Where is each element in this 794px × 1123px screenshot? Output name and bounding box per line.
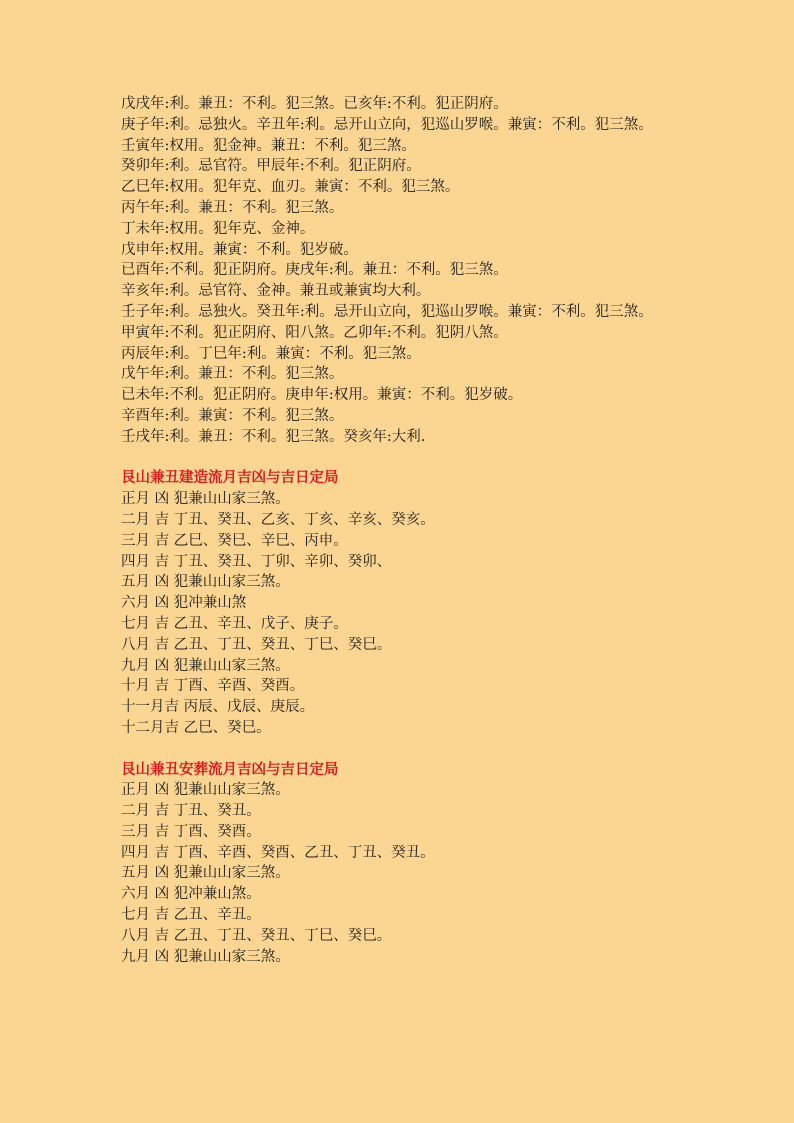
- year-line-gengzi: 庚子年:利。忌独火。辛丑年:利。忌开山立向，犯巡山罗喉。兼寅：不利。犯三煞。: [121, 116, 653, 133]
- year-line-renzi: 壬子年:利。忌独火。癸丑年:利。忌开山立向，犯巡山罗喉。兼寅：不利。犯三煞。: [121, 303, 653, 320]
- year-line-renxu: 壬戌年:利。兼丑：不利。犯三煞。癸亥年:大利.: [121, 428, 426, 445]
- build-month-5: 五月 凶 犯兼山山家三煞。: [121, 574, 290, 591]
- build-month-12: 十二月吉 乙巳、癸巳。: [121, 719, 271, 736]
- document-page: [121, 94, 681, 967]
- build-section-heading: 艮山兼丑建造流月吉凶与吉日定局: [121, 469, 339, 487]
- burial-month-3: 三月 吉 丁酉、癸酉。: [121, 823, 261, 840]
- burial-month-2: 二月 吉 丁丑、癸丑。: [121, 803, 261, 820]
- burial-month-4: 四月 吉 丁酉、辛酉、癸酉、乙丑、丁丑、癸丑。: [121, 844, 435, 861]
- year-line-jiyou: 已酉年:不利。犯正阴府。庚戌年:利。兼丑：不利。犯三煞。: [121, 262, 508, 279]
- year-line-wushen: 戊申年:权用。兼寅：不利。犯岁破。: [121, 241, 358, 258]
- year-line-bingwu: 丙午年:利。兼丑：不利。犯三煞。: [121, 199, 344, 216]
- year-line-dingwei: 丁未年:权用。犯年克、金神。: [121, 220, 315, 237]
- year-line-bingchen: 丙辰年:利。丁巳年:利。兼寅：不利。犯三煞。: [121, 345, 421, 362]
- section-spacer: [121, 448, 681, 469]
- build-month-3: 三月 吉 乙巳、癸巳、辛巳、丙申。: [121, 532, 348, 549]
- build-month-10: 十月 吉 丁酉、辛酉、癸酉。: [121, 678, 305, 695]
- year-line-xinhai: 辛亥年:利。忌官符、金神。兼丑或兼寅均大利。: [121, 283, 431, 300]
- year-line-renyin: 壬寅年:权用。犯金神。兼丑：不利。犯三煞。: [121, 137, 416, 154]
- build-month-2: 二月 吉 丁丑、癸丑、乙亥、丁亥、辛亥、癸亥。: [121, 511, 435, 528]
- burial-month-6: 六月 凶 犯冲兼山煞。: [121, 886, 261, 903]
- build-month-8: 八月 吉 乙丑、丁丑、癸丑、丁巳、癸巳。: [121, 636, 392, 653]
- burial-month-5: 五月 凶 犯兼山山家三煞。: [121, 865, 290, 882]
- build-month-7: 七月 吉 乙丑、辛丑、戊子、庚子。: [121, 615, 348, 632]
- year-line-wuwu: 戊午年:利。兼丑：不利。犯三煞。: [121, 366, 344, 383]
- burial-month-section: [121, 760, 681, 968]
- year-line-yisi: 乙巳年:权用。犯年克、血刃。兼寅：不利。犯三煞。: [121, 179, 460, 196]
- burial-month-8: 八月 吉 乙丑、丁丑、癸丑、丁巳、癸巳。: [121, 927, 392, 944]
- year-line-jiwei: 已未年:不利。犯正阴府。庚申年:权用。兼寅：不利。犯岁破。: [121, 387, 523, 404]
- burial-month-7: 七月 吉 乙丑、辛丑。: [121, 907, 261, 924]
- build-month-9: 九月 凶 犯兼山山家三煞。: [121, 657, 290, 674]
- build-month-section: [121, 468, 681, 738]
- burial-month-9: 九月 凶 犯兼山山家三煞。: [121, 948, 290, 965]
- section-spacer: [121, 739, 681, 760]
- year-line-jiayin: 甲寅年:不利。犯正阴府、阳八煞。乙卯年:不利。犯阴八煞。: [121, 324, 508, 341]
- burial-month-1: 正月 凶 犯兼山山家三煞。: [121, 782, 290, 799]
- year-line-xinyou: 辛酉年:利。兼寅：不利。犯三煞。: [121, 407, 344, 424]
- year-line-guimao: 癸卯年:利。忌官符。甲辰年:不利。犯正阴府。: [121, 158, 421, 175]
- build-month-4: 四月 吉 丁丑、癸丑、丁卯、辛卯、癸卯、: [121, 553, 392, 570]
- year-fortune-section: [121, 94, 681, 448]
- build-month-1: 正月 凶 犯兼山山家三煞。: [121, 491, 290, 508]
- burial-section-heading: 艮山兼丑安葬流月吉凶与吉日定局: [121, 760, 339, 778]
- build-month-11: 十一月吉 丙辰、戊辰、庚辰。: [121, 699, 315, 716]
- build-month-6: 六月 凶 犯冲兼山煞: [121, 595, 247, 612]
- year-line-wuxu: 戊戌年:利。兼丑：不利。犯三煞。已亥年:不利。犯正阴府。: [121, 96, 508, 112]
